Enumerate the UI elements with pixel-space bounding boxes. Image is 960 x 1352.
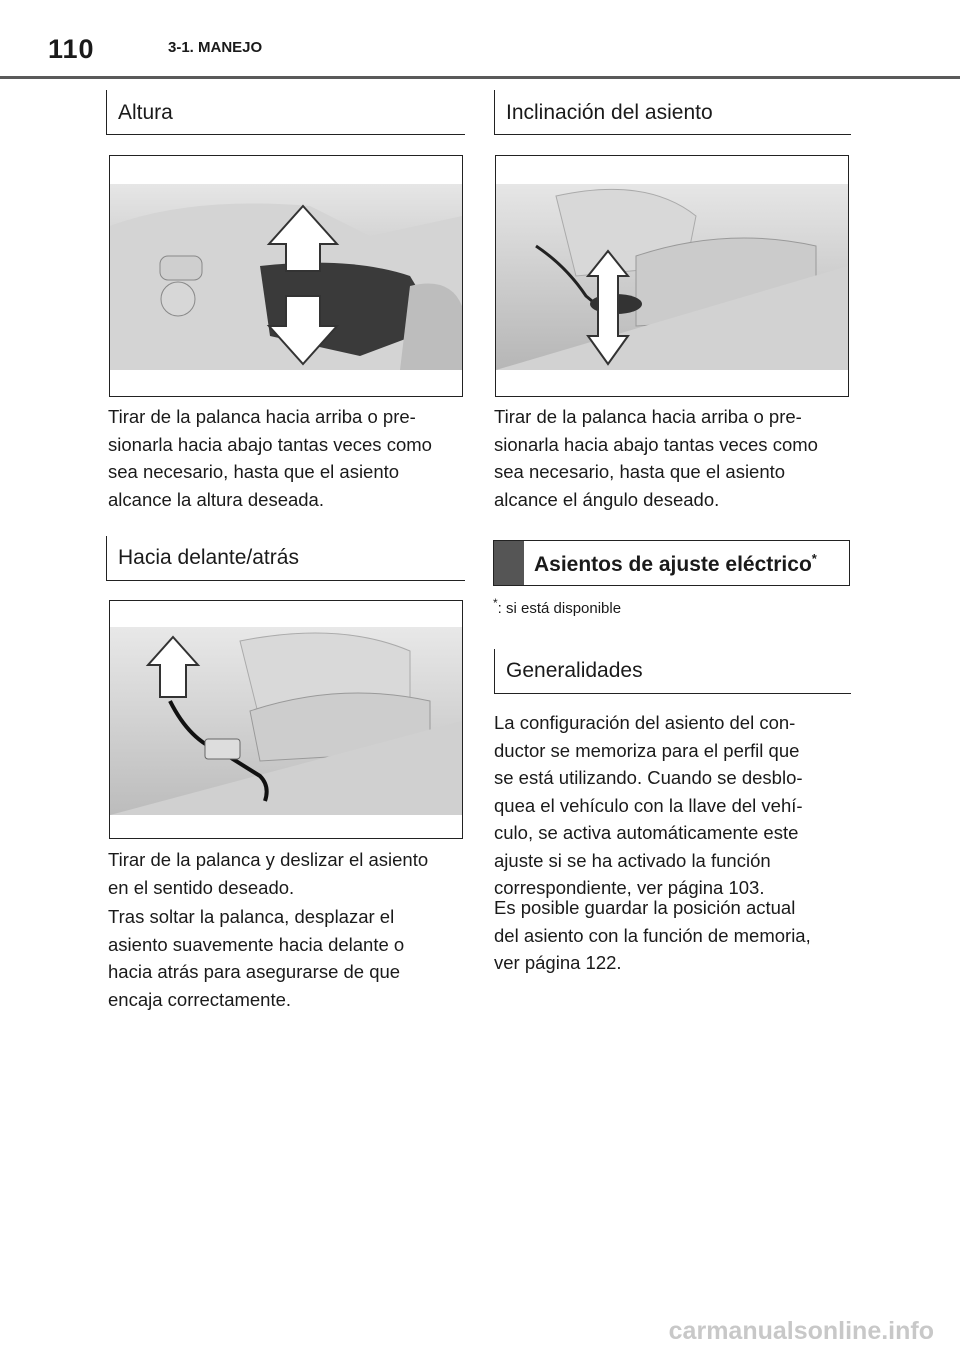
heading-generalidades-text: Generalidades: [506, 659, 643, 682]
page-number: 110: [48, 34, 95, 64]
heading-altura-text: Altura: [118, 101, 173, 124]
seat-height-illustration: [110, 156, 462, 396]
header-rule: [0, 76, 960, 79]
right-paragraph-2: La configuración del asiento del con- ductor se memoriza para el perfil que se está utilizando. Cuando se desblo- quea el vehículo con la llave del vehí- culo, se activa automáticamente este ajuste si se ha activado la función correspondiente, ver página 103.: [494, 712, 803, 898]
heading-generalidades: [494, 649, 495, 693]
seat-slide-illustration: [110, 601, 462, 838]
heading-hacia-delante-rule: [106, 580, 465, 581]
heading-hacia-delante-text: Hacia delante/atrás: [118, 546, 299, 569]
figure-seat-slide: [109, 600, 463, 839]
figure-seat-height: [109, 155, 463, 397]
section-heading-asientos-electricos: [493, 540, 850, 586]
figure-seat-tilt: [495, 155, 849, 397]
seat-tilt-illustration: [496, 156, 848, 396]
right-paragraph-3: Es posible guardar la posición actual del asiento con la función de memoria, ver página 122.: [494, 897, 811, 973]
footnote: *: si está disponible: [493, 596, 622, 617]
heading-altura: [106, 90, 107, 134]
left-paragraph-3: Tras soltar la palanca, desplazar el asiento suavemente hacia delante o hacia atrás para asegurarse de que encaja correctamente.: [108, 906, 405, 1010]
heading-hacia-delante: [106, 536, 107, 580]
section-heading-bar: [494, 541, 524, 585]
watermark: carmanualsonline.info: [668, 1317, 934, 1345]
heading-inclinacion: [494, 90, 495, 134]
heading-altura-rule: [106, 134, 465, 135]
left-paragraph-1: Tirar de la palanca hacia arriba o pre- sionarla hacia abajo tantas veces como sea necesario, hasta que el asiento alcance la altura deseada.: [108, 406, 432, 510]
chapter-title: 3-1. MANEJO: [168, 39, 263, 56]
right-paragraph-1: Tirar de la palanca hacia arriba o pre- sionarla hacia abajo tantas veces como sea necesario, hasta que el asiento alcance el ángulo deseado.: [494, 406, 818, 510]
heading-generalidades-rule: [494, 693, 851, 694]
left-paragraph-2: Tirar de la palanca y deslizar el asiento en el sentido deseado.: [108, 849, 429, 898]
heading-inclinacion-text: Inclinación del asiento: [506, 101, 713, 124]
heading-inclinacion-rule: [494, 134, 851, 135]
section-heading-text: Asientos de ajuste eléctrico*: [534, 551, 817, 576]
